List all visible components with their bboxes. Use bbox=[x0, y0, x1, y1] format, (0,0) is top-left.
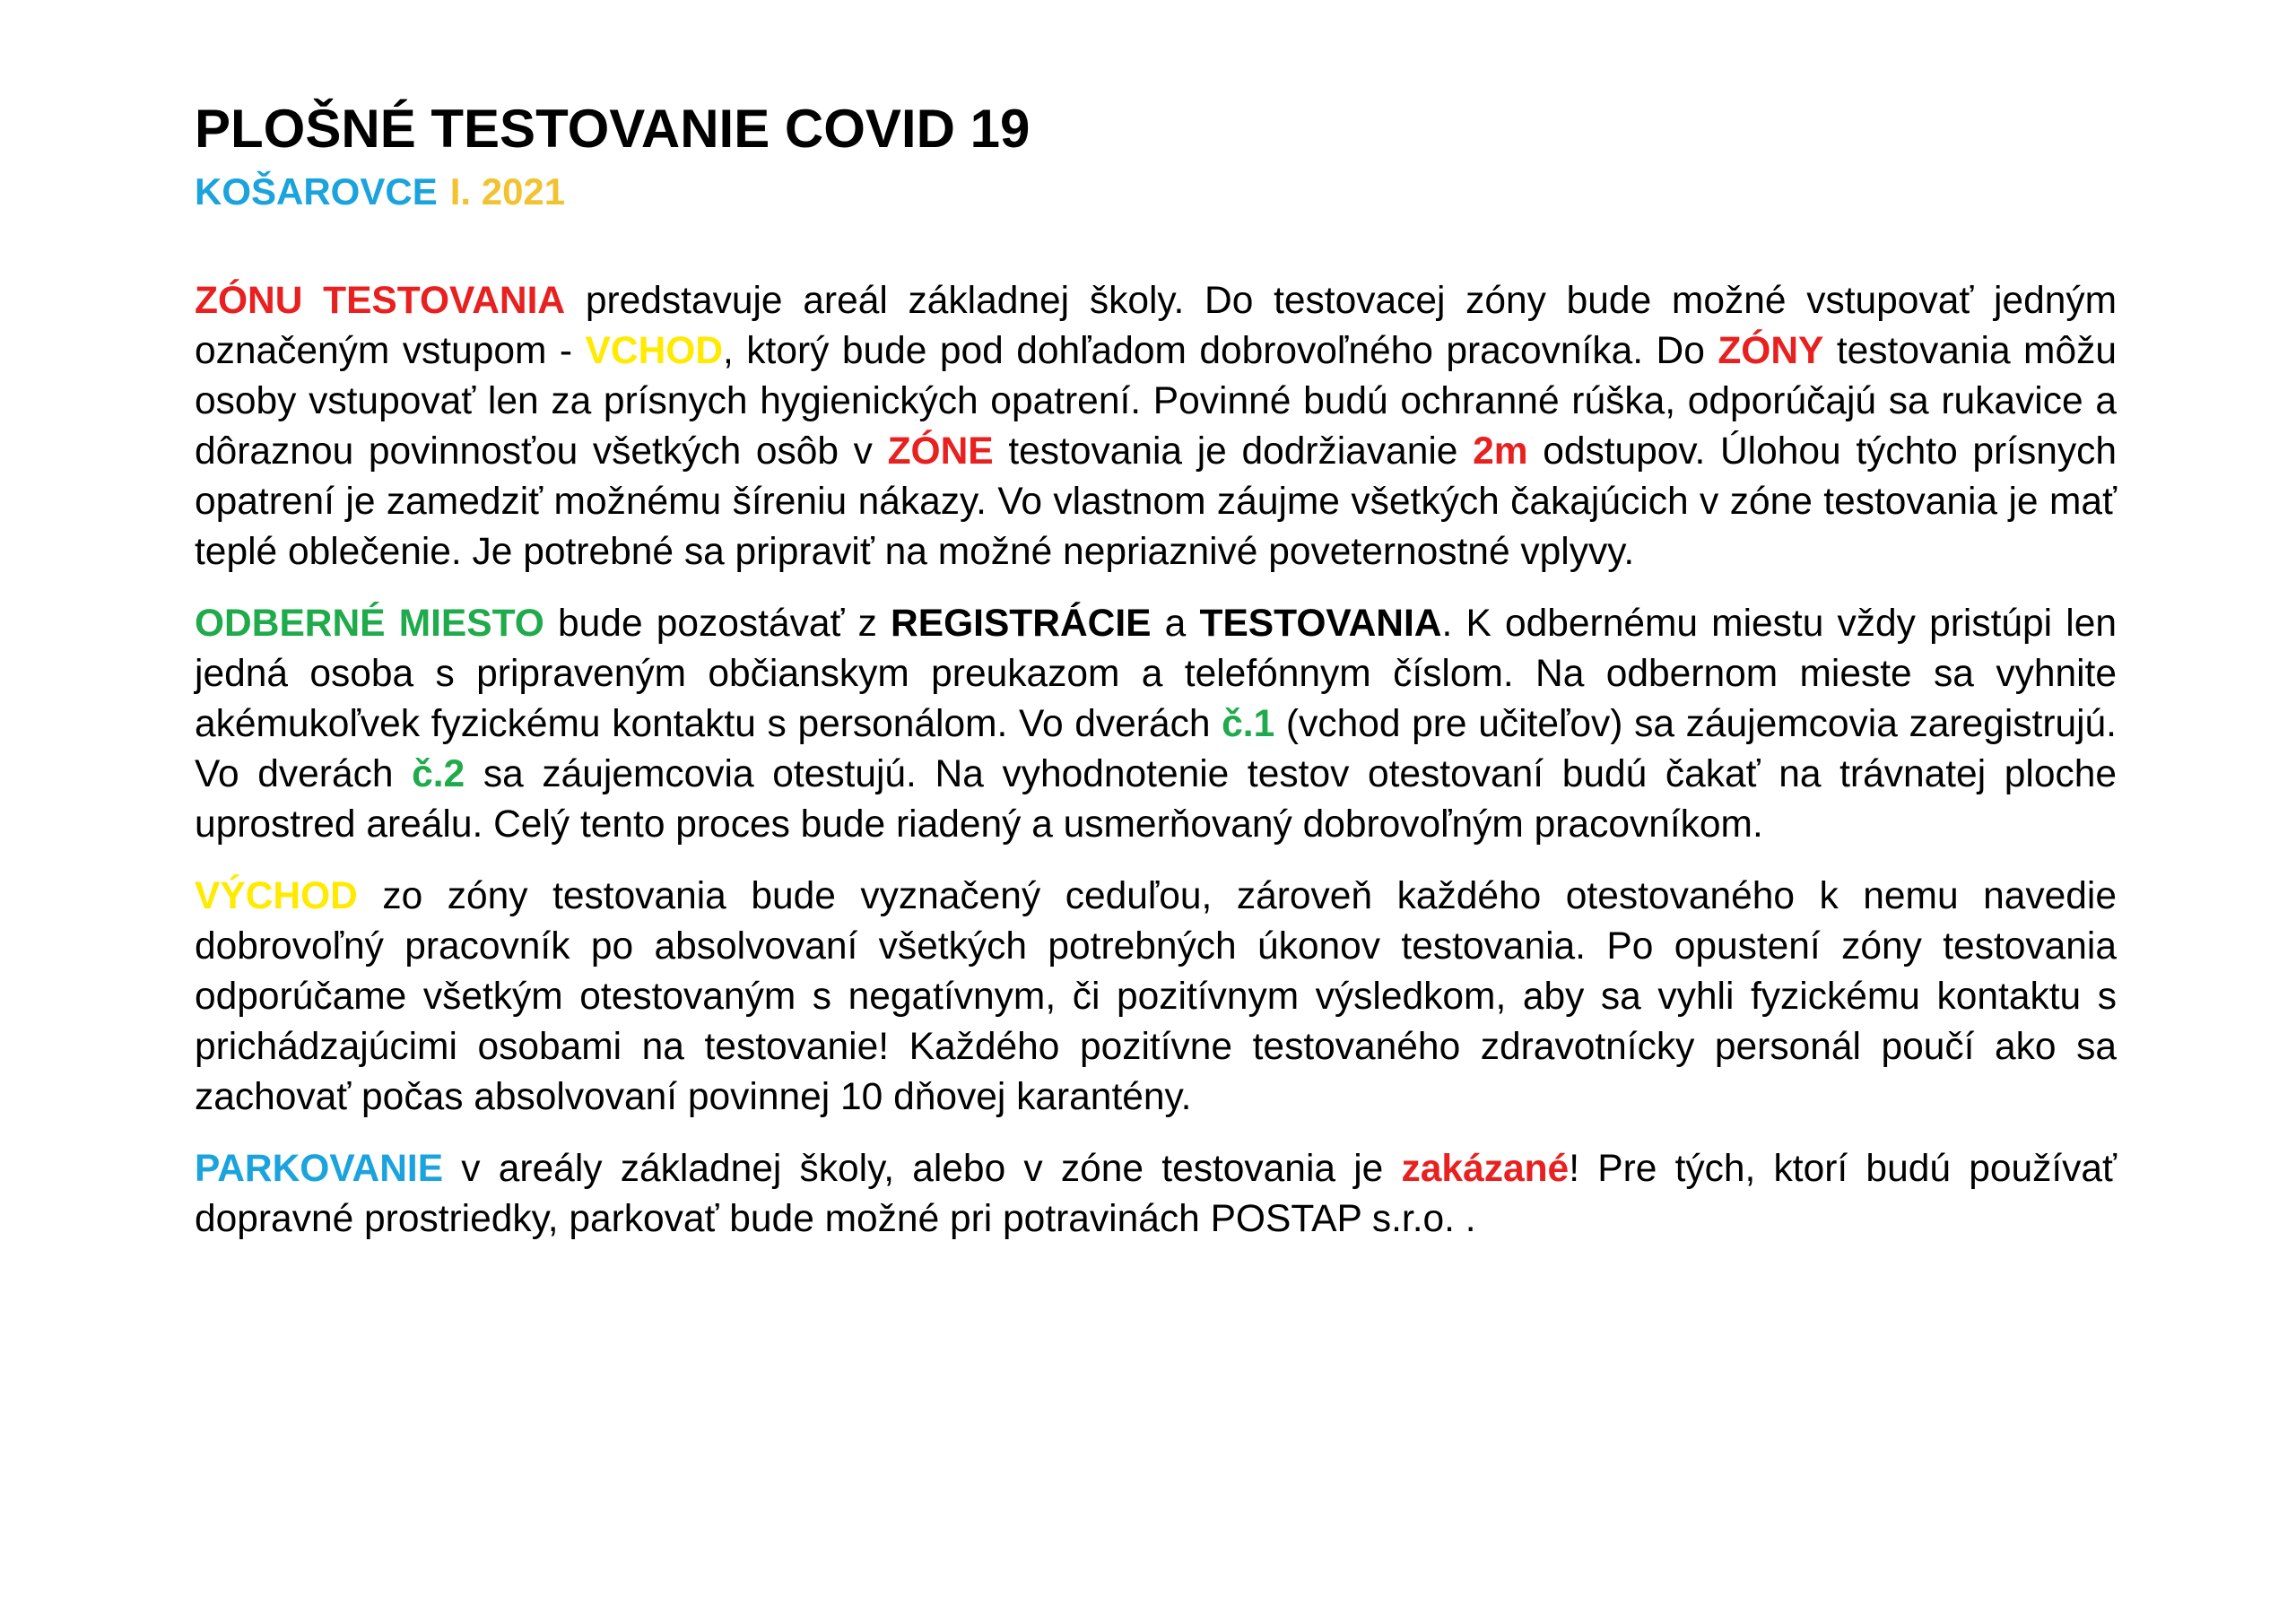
collection-registration: REGISTRÁCIE bbox=[891, 603, 1152, 645]
subtitle-date: I. 2021 bbox=[449, 170, 566, 213]
collection-text-2: a bbox=[1151, 603, 1200, 645]
collection-text-5: sa záujemcovia otestujú. Na vyhodnotenie testov otestovaní budú čakať na trávnatej ploche uprostred areálu. Celý tento proces bude riadený a usmerňovaný dobrovoľným pracovníkom. bbox=[195, 753, 2118, 846]
zone-text-2: , ktorý bude pod dohľadom dobrovoľného pracovníka. Do bbox=[723, 330, 1718, 372]
collection-testing: TESTOVANIA bbox=[1199, 603, 1442, 645]
zone-text-4: testovania je dodržiavanie bbox=[993, 430, 1474, 473]
exit-heading: VÝCHOD bbox=[195, 875, 358, 917]
paragraph-parking bbox=[195, 1144, 2117, 1245]
collection-door-1: č.1 bbox=[1222, 703, 1275, 745]
collection-text-1: bude pozostávať z bbox=[544, 603, 891, 645]
document-page bbox=[195, 97, 2117, 1245]
parking-text-2: ! Pre tých, ktorí budú používať dopravné prostriedky, parkovať bude možné pri potravinách POSTAP s.r.o. . bbox=[195, 1148, 2117, 1240]
zone-vchod: VCHOD bbox=[585, 330, 724, 372]
zone-zone: ZÓNE bbox=[887, 430, 994, 473]
collection-door-2: č.2 bbox=[412, 753, 465, 795]
collection-text-4: (vchod pre učiteľov) sa záujemcovia zaregistrujú. Vo dverách bbox=[195, 703, 2117, 795]
zone-distance: 2m bbox=[1473, 430, 1528, 473]
parking-text-1: v areály základnej školy, alebo v zóne testovania je bbox=[443, 1148, 1402, 1190]
zone-text-5: odstupov. Úlohou týchto prísnych opatrení je zamedziť možnému šíreniu nákazy. Vo vlastnom záujme všetkých čakajúcich v zóne testovania je mať teplé oblečenie. Je potrebné sa pripraviť na možné nepriaznivé poveternostné vplyvy. bbox=[195, 430, 2117, 573]
zone-heading: ZÓNU TESTOVANIA bbox=[195, 280, 566, 322]
paragraph-testing-zone bbox=[195, 276, 2117, 577]
zone-text-1: predstavuje areál základnej školy. Do testovacej zóny bude možné vstupovať jedným označeným vstupom - bbox=[195, 280, 2117, 372]
subtitle-place: KOŠAROVCE bbox=[195, 170, 438, 213]
paragraph-exit bbox=[195, 872, 2117, 1123]
parking-heading: PARKOVANIE bbox=[195, 1148, 444, 1190]
zone-text-3: testovania môžu osoby vstupovať len za prísnych hygienických opatrení. Povinné budú ochranné rúška, odporúčajú sa rukavice a dôraznou povinnosťou všetkých osôb v bbox=[195, 330, 2117, 473]
collection-text-3: . K odbernému miestu vždy pristúpi len jedná osoba s pripraveným občianskym preukazom a telefónnym číslom. Na odbernom mieste sa vyhnite akémukoľvek fyzickému kontaktu s personálom. Vo dverách bbox=[195, 603, 2117, 745]
page-subtitle bbox=[195, 169, 2117, 215]
page-title: PLOŠNÉ TESTOVANIE COVID 19 bbox=[195, 99, 1031, 159]
exit-text-1: zo zóny testovania bude vyznačený ceduľou, zároveň každého otestovaného k nemu navedie dobrovoľný pracovník po absolvovaní všetkých potrebných úkonov testovania. Po opustení zóny testovania odporúčame všetkým otestovaným s negatívnym, či pozitívnym výsledkom, aby sa vyhli fyzickému kontaktu s prichádzajúcimi osobami na testovanie! Každého pozitívne testovaného zdravotnícky personál poučí ako sa zachovať počas absolvovaní povinnej 10 dňovej karantény. bbox=[195, 875, 2117, 1118]
parking-forbidden: zakázané bbox=[1401, 1148, 1570, 1190]
zone-zony: ZÓNY bbox=[1718, 330, 1824, 372]
collection-heading: ODBERNÉ MIESTO bbox=[195, 603, 544, 645]
paragraph-collection-point bbox=[195, 599, 2117, 850]
